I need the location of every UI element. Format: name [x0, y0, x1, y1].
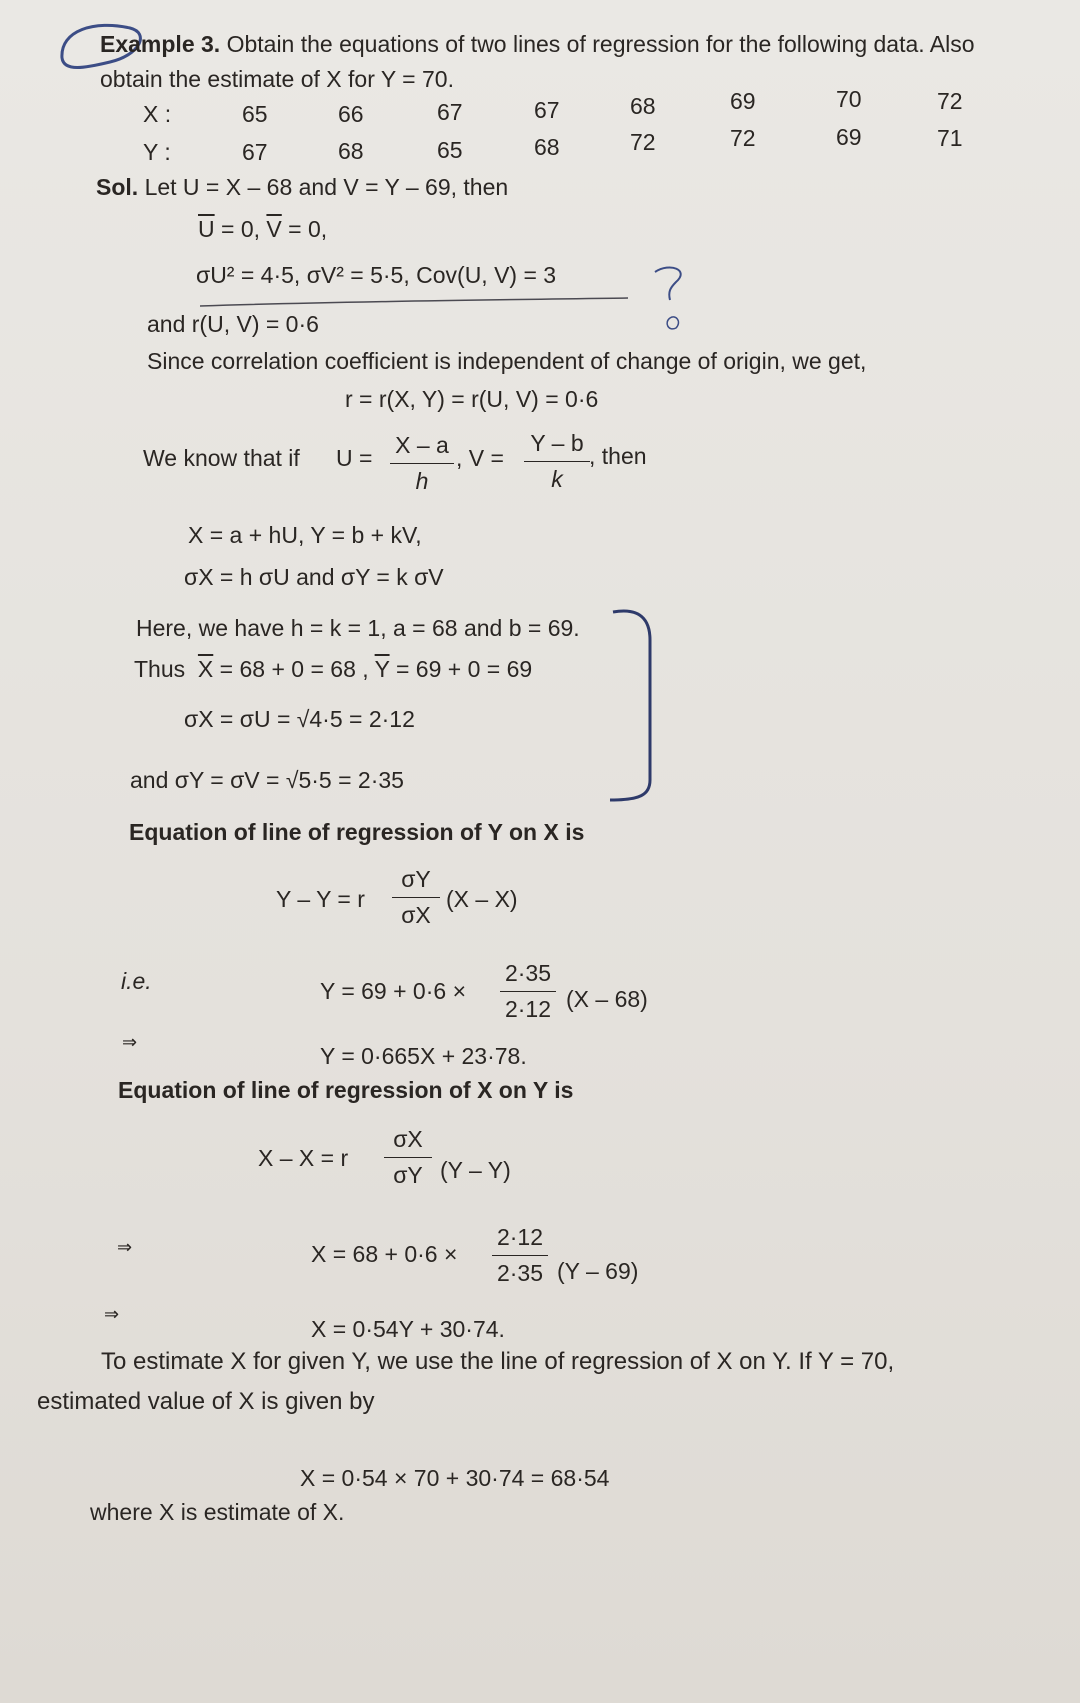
table-x-cell: 69 — [730, 88, 756, 114]
thus-y-value: = 69 + 0 = 69 — [389, 656, 533, 682]
thus-line — [134, 658, 532, 681]
thus-label: Thus — [134, 656, 186, 682]
example-heading: Example 3. — [100, 31, 221, 57]
table-y-cell: 67 — [242, 139, 268, 165]
sol-label: Sol. — [96, 174, 139, 200]
table-y-cell: 72 — [630, 129, 656, 155]
example-prompt — [100, 33, 975, 56]
table-x-cell: 68 — [630, 93, 656, 119]
sigma-relation: σX = h σU and σY = k σV — [184, 564, 444, 590]
table-x-cell: 67 — [534, 97, 560, 123]
eq-yx-sub-lhs: Y = 69 + 0·6 × — [320, 978, 466, 1004]
implies-arrow: ⇒ — [117, 1237, 133, 1257]
v-bar-value: = 0, — [281, 216, 328, 242]
eq-xy-den: σY — [393, 1162, 423, 1188]
r-line: r = r(X, Y) = r(U, V) = 0·6 — [345, 386, 599, 412]
sigma-x-line: σX = σU = √4·5 = 2·12 — [184, 706, 415, 732]
where-line: where X is estimate of X. — [90, 1499, 345, 1525]
eq-yx-result: Y = 0·665X + 23·78. — [320, 1043, 527, 1069]
correlation-line: and r(U, V) = 0·6 — [147, 311, 319, 337]
u-def-fraction — [390, 432, 454, 495]
eq-xy-sub-lhs: X = 68 + 0·6 × — [311, 1241, 458, 1267]
here-line: Here, we have h = k = 1, a = 68 and b = 69. — [136, 615, 580, 641]
eq-xy-heading: Equation of line of regression of X on Y is — [118, 1077, 574, 1103]
small-loop-mark — [667, 317, 678, 329]
variance-line: σU² = 4·5, σV² = 5·5, Cov(U, V) = 3 — [196, 262, 557, 288]
sigma-y-line: and σY = σV = √5·5 = 2·35 — [130, 767, 404, 793]
table-y-cell: 71 — [937, 125, 963, 151]
eq-yx-fraction — [392, 866, 440, 929]
eq-xy-lhs: X – X = r — [258, 1145, 349, 1171]
eq-yx-num: σY — [392, 866, 440, 898]
eq-yx-sub-fraction — [500, 960, 556, 1023]
eq-xy-sub-fraction — [492, 1224, 548, 1287]
eq-yx-sub-den: 2·12 — [504, 996, 552, 1022]
table-x-cell: 65 — [242, 101, 268, 127]
let-line — [96, 176, 508, 199]
thus-x-bar: $\overline{X}$ — [197, 656, 214, 682]
eq-yx-rhs: (X – X) — [446, 886, 518, 912]
table-y-cell: 72 — [730, 125, 756, 151]
u-def-den: h — [415, 468, 429, 494]
implies-arrow: ⇒ — [104, 1304, 120, 1324]
eq-yx-den: σX — [401, 902, 431, 928]
mean-relation: X = a + hU, Y = b + kV, — [188, 522, 422, 548]
example-prompt-line1: Obtain the equations of two lines of regression for the following data. Also — [226, 31, 975, 57]
thus-y-bar: $\overline{Y}$ — [374, 656, 390, 682]
table-y-cell: 68 — [534, 134, 560, 160]
v-def-num: Y – b — [524, 430, 590, 462]
v-bar: $\overline{V}$ — [266, 216, 282, 242]
table-x-cell: 66 — [338, 101, 364, 127]
table-y-cell: 68 — [338, 138, 364, 164]
eq-xy-sub-rhs: (Y – 69) — [557, 1258, 639, 1284]
estimate-calc: X = 0·54 × 70 + 30·74 = 68·54 — [300, 1465, 610, 1491]
table-x-cell: 67 — [437, 99, 463, 125]
eq-xy-sub-num: 2·12 — [492, 1224, 548, 1256]
estimate-line2: estimated value of X is given by — [37, 1388, 375, 1415]
then-text: , then — [589, 443, 647, 469]
table-y-cell: 69 — [836, 124, 862, 150]
table-x-label: X : — [143, 101, 172, 127]
eq-xy-result: X = 0·54Y + 30·74. — [311, 1316, 505, 1342]
v-def-fraction — [524, 430, 590, 493]
eq-xy-rhs: (Y – Y) — [440, 1157, 511, 1183]
eq-yx-lhs: Y – Y = r — [276, 886, 365, 912]
implies-arrow: ⇒ — [122, 1032, 138, 1052]
since-line: Since correlation coefficient is independent of change of origin, we get, — [147, 348, 867, 374]
eq-xy-fraction — [384, 1126, 432, 1189]
table-y-label: Y : — [143, 139, 171, 165]
question-mark — [655, 267, 681, 300]
u-def-lhs: U = — [336, 445, 373, 471]
eq-yx-heading: Equation of line of regression of Y on X is — [129, 819, 585, 845]
v-def-lhs: , V = — [456, 445, 504, 471]
know-prefix: We know that if — [143, 445, 300, 471]
u-bar-value: = 0, — [214, 216, 267, 242]
estimate-line1: To estimate X for given Y, we use the line of regression of X on Y. If Y = 70, — [101, 1348, 895, 1375]
thus-x-value: = 68 + 0 = 68 , — [213, 656, 375, 682]
u-bar: $\overline{U}$ — [198, 216, 215, 242]
let-text: Let U = X – 68 and V = Y – 69, then — [144, 174, 509, 200]
v-def-den: k — [551, 466, 563, 492]
underline-mark — [200, 298, 628, 306]
bracket-mark — [610, 611, 650, 800]
eq-xy-sub-den: 2·35 — [496, 1260, 544, 1286]
example-prompt-line2: obtain the estimate of X for Y = 70. — [100, 66, 454, 92]
table-y-cell: 65 — [437, 137, 463, 163]
means-line — [198, 218, 327, 241]
table-x-cell: 72 — [937, 88, 963, 114]
eq-yx-sub-num: 2·35 — [500, 960, 556, 992]
eq-xy-num: σX — [384, 1126, 432, 1158]
ie-label: i.e. — [121, 968, 152, 994]
table-x-cell: 70 — [836, 86, 862, 112]
u-def-num: X – a — [390, 432, 454, 464]
eq-yx-sub-rhs: (X – 68) — [566, 986, 648, 1012]
